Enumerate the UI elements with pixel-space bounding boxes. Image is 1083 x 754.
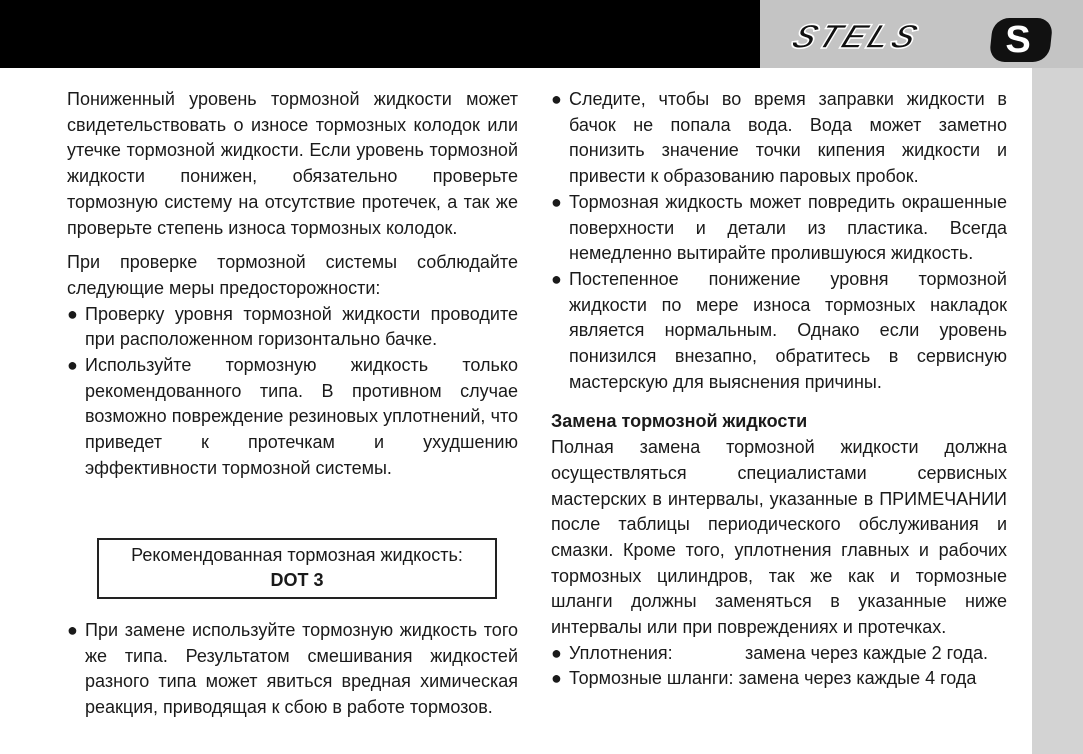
item-label: Уплотнения: [569, 642, 673, 663]
list-item: ● Проверку уровня тормозной жидкости проводите при расположенном горизонтально бачке. [67, 303, 518, 350]
bullet-icon: ● [67, 355, 78, 376]
list-item: ● Следите, чтобы во время заправки жидкости в бачок не попала вода. Вода может заметно понизить значение точки кипения жидкости и привести к образованию паровых пробок. [551, 89, 1007, 187]
item-label: Тормозные шланги: [569, 668, 734, 689]
recommended-fluid-label: Рекомендованная тормозная жидкость: [131, 545, 463, 565]
paragraph-brake-level: Пониженный уровень тормозной жидкости может свидетельствовать о износе тормозных колодок или утечке тормозной жидкости. Если уровень тормозной жидкости понижен, обязательно проверьте тормозную систему на отсутствие протечек, а так же проверьте степень износа тормозных колодок. [67, 89, 518, 238]
right-column [551, 87, 1007, 692]
bullet-icon: ● [67, 620, 78, 640]
list-item [551, 666, 1007, 692]
list-item: ● Постепенное понижение уровня тормозной жидкости по мере износа тормозных накладок является нормальным. Однако если уровень понизился внезапно, обратитесь в сервисную мастерскую для выяснения причины. [551, 268, 1007, 392]
list-item: ● При замене используйте тормозную жидкость того же типа. Результатом смешивания жидкостей разного типа может явиться вредная химическая реакция, приводящая к сбою в работе тормозов. [67, 620, 518, 718]
section-heading: Замена тормозной жидкости [551, 411, 808, 432]
list-item: ● Тормозная жидкость может повредить окрашенные поверхности и детали из пластика. Всегда немедленно вытирайте пролившуюся жидкость. [551, 191, 1007, 264]
header-bar [0, 0, 760, 68]
recommended-fluid-box [97, 538, 497, 599]
list-item [551, 641, 1007, 667]
logo-wordmark: STELS [786, 18, 927, 56]
paragraph-precautions: При проверке тормозной системы соблюдайте следующие меры предосторожности: [67, 252, 518, 298]
item-value: замена через каждые 2 года. [745, 642, 988, 663]
bullet-icon: ● [67, 303, 78, 324]
bullet-icon: ● [551, 668, 562, 689]
logo-mark: S [1005, 19, 1031, 61]
left-column [67, 87, 518, 482]
side-strip [1032, 68, 1083, 754]
left-bottom-list [67, 618, 518, 721]
bullet-icon: ● [551, 89, 562, 109]
bullet-icon: ● [551, 642, 562, 663]
recommended-fluid-value: DOT 3 [270, 570, 324, 590]
paragraph-replacement: Полная замена тормозной жидкости должна осуществляться специалистами сервисных мастерских в интервалы, указанные в ПРИМЕЧАНИИ после таблицы периодического обслуживания и смазки. Кроме того, уплотнения главных и рабочих тормозных цилиндров, так же как и тормозные шланги должны заменяться в указанные ниже интервалы или при повреждениях и протечках. [551, 437, 1007, 638]
stels-logo [776, 12, 1066, 66]
bullet-icon: ● [551, 191, 562, 212]
item-value: замена через каждые 4 года [738, 668, 977, 689]
list-item: ● Используйте тормозную жидкость только рекомендованного типа. В противном случае возможно повреждение резиновых уплотнений, что приведет к протечкам и ухудшению эффективности тормозной системы. [67, 355, 518, 478]
bullet-icon: ● [551, 268, 562, 289]
